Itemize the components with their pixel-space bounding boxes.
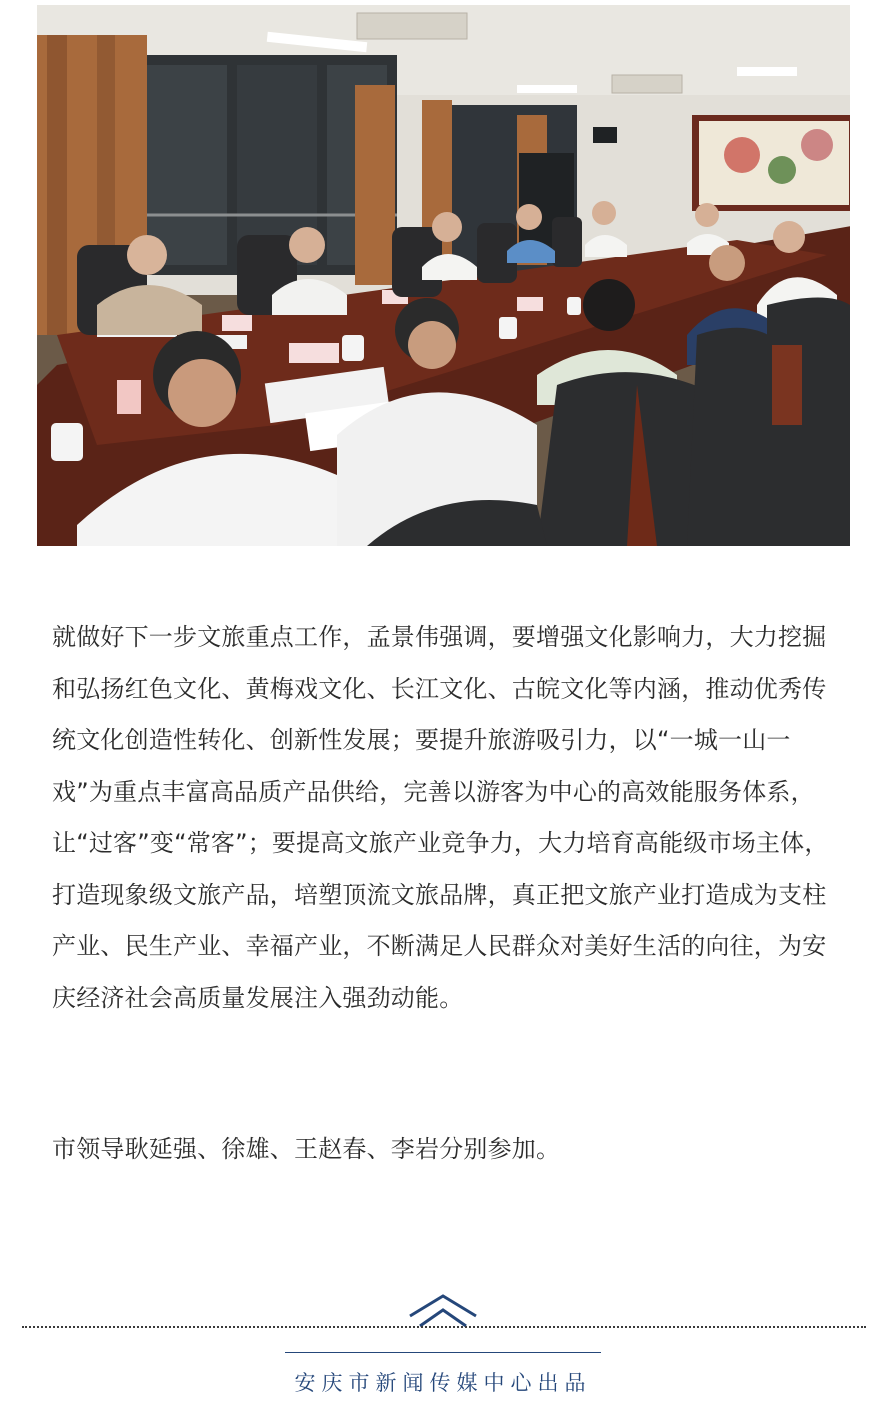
article-paragraph: 市领导耿延强、徐雄、王赵春、李岩分别参加。	[52, 1135, 561, 1163]
footer-divider	[22, 1326, 866, 1328]
footer-credit: 安庆市新闻传媒中心出品	[294, 1371, 592, 1395]
footer-rule	[285, 1352, 601, 1353]
article-paragraph: 就做好下一步文旅重点工作，孟景伟强调，要增强文化影响力，大力挖掘和弘扬红色文化、黄梅戏文化、长江文化、古皖文化等内涵，推动优秀传统文化创造性转化、创新性发展；要提升旅游吸引力，以“一城一山一戏”为重点丰富高品质产品供给，完善以游客为中心的高效能服务体系，让“过客”变“常客”；要提高文旅产业竞争力，大力培育高能级市场主体，打造现象级文旅产品，培塑顶流文旅品牌，真正把文旅产业打造成为支柱产业、民生产业、幸福产业，不断满足人民群众对美好生活的向往，为安庆经济社会高质量发展注入强劲动能。	[52, 623, 829, 1012]
double-chevron-up-icon	[408, 1292, 478, 1328]
meeting-photo	[37, 5, 850, 546]
